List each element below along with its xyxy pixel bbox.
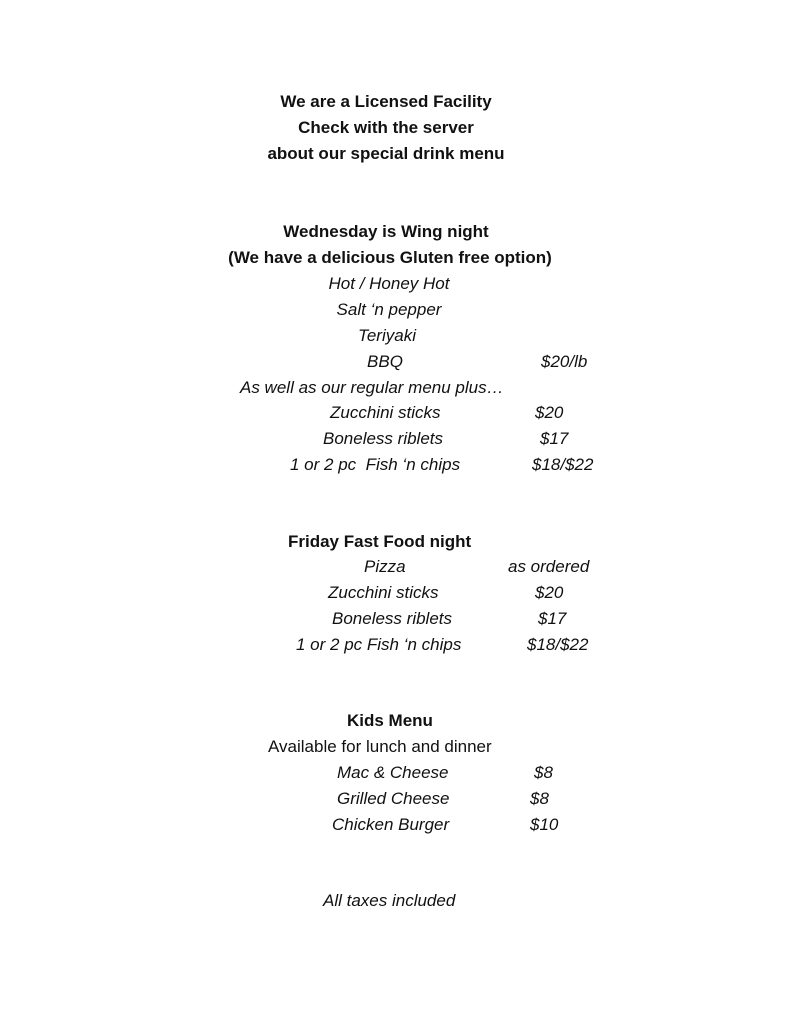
flavour-hot-honey: Hot / Honey Hot bbox=[328, 274, 450, 293]
wing-price: $20/lb bbox=[541, 352, 588, 371]
kids-item-name: Chicken Burger bbox=[332, 815, 450, 834]
fri-item-price: $18/$22 bbox=[527, 635, 589, 654]
kids-item-name: Mac & Cheese bbox=[337, 763, 449, 782]
wednesday-title: Wednesday is Wing night bbox=[283, 222, 489, 241]
wed-item-name: 1 or 2 pc Fish ‘n chips bbox=[290, 455, 461, 474]
wednesday-subtitle: (We have a delicious Gluten free option) bbox=[228, 248, 552, 267]
kids-item-price: $8 bbox=[530, 789, 549, 808]
licensed-facility-line: We are a Licensed Facility bbox=[280, 92, 492, 111]
wed-item-price: $17 bbox=[540, 429, 569, 448]
wed-item-price: $18/$22 bbox=[532, 455, 594, 474]
fri-item-name: Pizza bbox=[364, 557, 406, 576]
flavour-teriyaki: Teriyaki bbox=[358, 326, 416, 345]
kids-item-price: $8 bbox=[534, 763, 553, 782]
kids-item-name: Grilled Cheese bbox=[337, 789, 450, 808]
flavour-salt-pepper: Salt ‘n pepper bbox=[336, 300, 442, 319]
fri-item-name: 1 or 2 pc Fish ‘n chips bbox=[296, 635, 462, 654]
fri-item-price: as ordered bbox=[508, 557, 590, 576]
regular-menu-intro: As well as our regular menu plus… bbox=[240, 378, 504, 397]
fri-item-name: Boneless riblets bbox=[332, 609, 453, 628]
kids-subtitle: Available for lunch and dinner bbox=[268, 737, 492, 756]
fri-item-name: Zucchini sticks bbox=[328, 583, 439, 602]
friday-title: Friday Fast Food night bbox=[288, 532, 472, 551]
check-server-line: Check with the server bbox=[298, 118, 474, 137]
fri-item-price: $20 bbox=[535, 583, 564, 602]
wed-item-price: $20 bbox=[535, 403, 564, 422]
kids-item-price: $10 bbox=[530, 815, 559, 834]
fri-item-price: $17 bbox=[538, 609, 567, 628]
flavour-bbq: BBQ bbox=[367, 352, 403, 371]
taxes-note: All taxes included bbox=[323, 891, 456, 910]
wed-item-name: Boneless riblets bbox=[323, 429, 444, 448]
kids-title: Kids Menu bbox=[347, 711, 433, 730]
drink-menu-line: about our special drink menu bbox=[267, 144, 505, 163]
wed-item-name: Zucchini sticks bbox=[330, 403, 441, 422]
